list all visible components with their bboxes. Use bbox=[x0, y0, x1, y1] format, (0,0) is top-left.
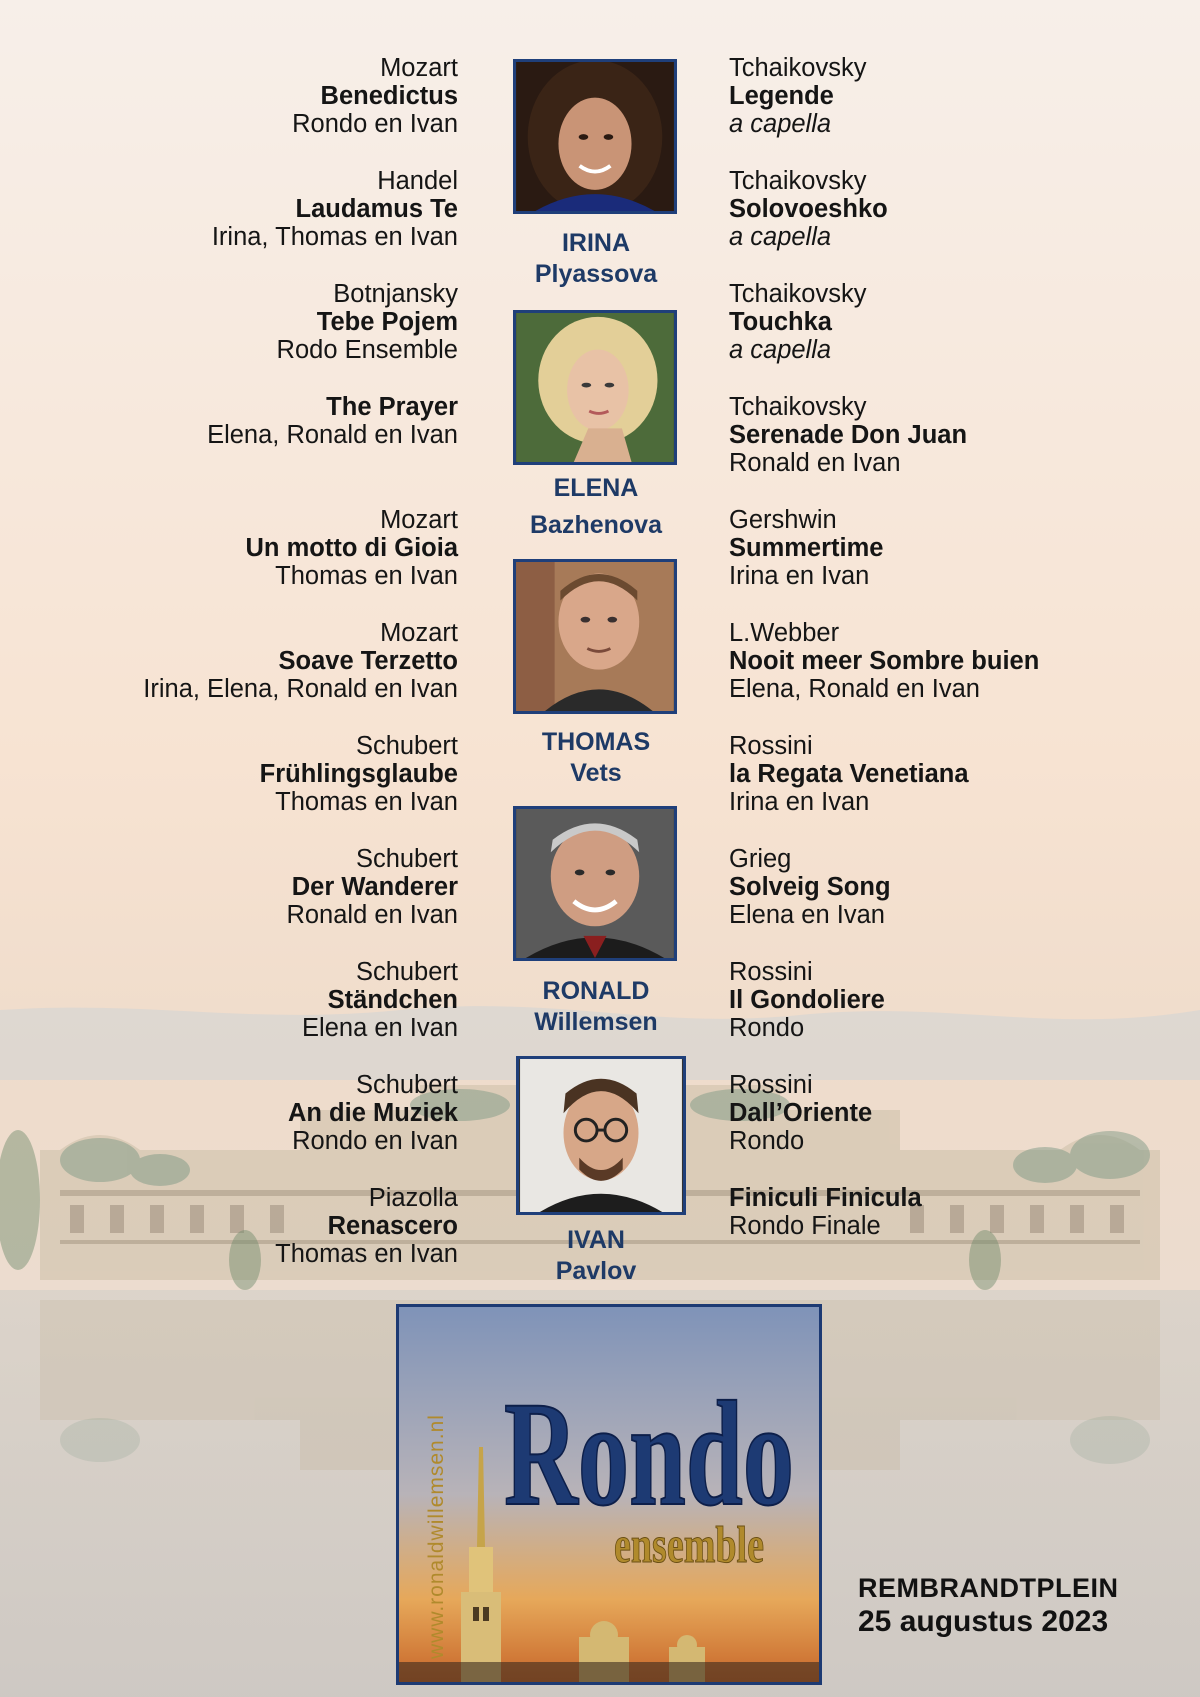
composer-name: Schubert bbox=[355, 845, 458, 873]
piece-title: Un motto di Gioia bbox=[245, 534, 458, 562]
program-entry bbox=[729, 958, 1169, 1071]
program-entry bbox=[18, 732, 458, 845]
program-entry bbox=[729, 54, 1169, 167]
program-entry bbox=[18, 54, 458, 167]
piece-title: Tebe Pojem bbox=[316, 308, 458, 336]
performers: Elena en Ivan bbox=[302, 1014, 458, 1042]
piece-title: Soave Terzetto bbox=[278, 647, 458, 675]
performers: Elena, Ronald en Ivan bbox=[207, 421, 458, 449]
program-entry bbox=[18, 506, 458, 619]
performers: a capella bbox=[729, 223, 832, 251]
performers: Rondo Finale bbox=[729, 1212, 881, 1240]
performers: Rodo Ensemble bbox=[276, 336, 458, 364]
performers: a capella bbox=[729, 336, 832, 364]
performers: a capella bbox=[729, 110, 832, 138]
performers: Irina, Thomas en Ivan bbox=[211, 223, 458, 251]
performers: Irina en Ivan bbox=[729, 562, 870, 590]
portrait-thomas bbox=[513, 559, 677, 714]
piece-title: Touchka bbox=[729, 308, 832, 336]
piece-title: Il Gondoliere bbox=[729, 986, 885, 1014]
singer-last-name: Willemsen bbox=[534, 1008, 658, 1036]
composer-name: Rossini bbox=[729, 732, 813, 760]
composer-name: Tchaikovsky bbox=[729, 393, 867, 421]
program-entry bbox=[18, 280, 458, 393]
performers: Elena en Ivan bbox=[729, 901, 885, 929]
portrait-ivan bbox=[516, 1056, 686, 1215]
piece-title: Der Wanderer bbox=[291, 873, 458, 901]
composer-name: Piazolla bbox=[368, 1184, 458, 1212]
program-entry bbox=[18, 845, 458, 958]
performers: Thomas en Ivan bbox=[275, 788, 458, 816]
performers: Rondo en Ivan bbox=[292, 110, 458, 138]
performers: Ronald en Ivan bbox=[286, 901, 458, 929]
performers: Elena, Ronald en Ivan bbox=[729, 675, 980, 703]
logo-website-text: www.ronaldwillemsen.nl bbox=[425, 1414, 448, 1659]
logo-subtitle-text: ensemble bbox=[614, 1517, 764, 1574]
piece-title: Legende bbox=[729, 82, 834, 110]
program-entry bbox=[18, 1184, 458, 1297]
program-entry bbox=[729, 619, 1169, 732]
program-entry bbox=[729, 845, 1169, 958]
composer-name: Grieg bbox=[729, 845, 792, 873]
piece-title: Benedictus bbox=[320, 82, 458, 110]
singer-first-name: IRINA bbox=[561, 229, 631, 257]
piece-title: Summertime bbox=[729, 534, 884, 562]
program-entry bbox=[18, 958, 458, 1071]
piece-title: Solovoeshko bbox=[729, 195, 888, 223]
composer-name: Tchaikovsky bbox=[729, 167, 867, 195]
composer-name: L.Webber bbox=[729, 619, 840, 647]
singer-last-name: Plyassova bbox=[534, 260, 658, 288]
piece-title: la Regata Venetiana bbox=[729, 760, 969, 788]
program-entry bbox=[729, 167, 1169, 280]
program-entry bbox=[729, 1184, 1169, 1297]
piece-title: Finiculi Finicula bbox=[729, 1184, 922, 1212]
composer-name: Schubert bbox=[355, 958, 458, 986]
composer-name: Gershwin bbox=[729, 506, 837, 534]
singer-first-name: RONALD bbox=[542, 977, 650, 1005]
program-entry bbox=[18, 619, 458, 732]
singer-first-name: THOMAS bbox=[541, 728, 651, 756]
singer-last-name: Bazhenova bbox=[530, 511, 662, 539]
program-entry bbox=[729, 1071, 1169, 1184]
piece-title: The Prayer bbox=[326, 393, 458, 421]
piece-title: Frühlingsglaube bbox=[259, 760, 458, 788]
singer-first-name: ELENA bbox=[553, 474, 639, 502]
performers: Rondo bbox=[729, 1014, 805, 1042]
program-entry bbox=[729, 393, 1169, 506]
singer-name-thomas bbox=[486, 727, 706, 789]
performers: Thomas en Ivan bbox=[275, 1240, 458, 1268]
composer-name: Schubert bbox=[355, 1071, 458, 1099]
program-entry bbox=[18, 393, 458, 506]
piece-title: Laudamus Te bbox=[295, 195, 458, 223]
performers: Rondo bbox=[729, 1127, 805, 1155]
singer-last-name: Pavlov bbox=[555, 1257, 637, 1285]
piece-title: An die Muziek bbox=[287, 1099, 458, 1127]
program-entry bbox=[729, 506, 1169, 619]
composer-name: Tchaikovsky bbox=[729, 54, 867, 82]
rondo-ensemble-logo bbox=[396, 1304, 822, 1685]
program-entry bbox=[18, 1071, 458, 1184]
composer-name: Mozart bbox=[380, 506, 458, 534]
composer-name: Mozart bbox=[380, 619, 458, 647]
singer-name-ronald bbox=[486, 976, 706, 1038]
program-entry bbox=[729, 732, 1169, 845]
performers: Thomas en Ivan bbox=[275, 562, 458, 590]
performers: Irina en Ivan bbox=[729, 788, 870, 816]
program-entry bbox=[729, 280, 1169, 393]
piece-title: Ständchen bbox=[327, 986, 458, 1014]
composer-name: Botnjansky bbox=[333, 280, 458, 308]
piece-title: Renascero bbox=[327, 1212, 458, 1240]
piece-title: Serenade Don Juan bbox=[729, 421, 968, 449]
singer-last-name: Vets bbox=[570, 759, 622, 787]
singer-name-elena bbox=[486, 473, 706, 541]
piece-title: Dall’Oriente bbox=[729, 1099, 873, 1127]
left-program-column bbox=[18, 54, 458, 1297]
piece-title: Solveig Song bbox=[729, 873, 891, 901]
venue-block bbox=[858, 1572, 1119, 1640]
singer-name-irina bbox=[486, 228, 706, 290]
venue-place: REMBRANDTPLEIN bbox=[858, 1573, 1119, 1603]
logo-title-text: Rondo bbox=[504, 1371, 794, 1537]
performers: Rondo en Ivan bbox=[292, 1127, 458, 1155]
portrait-irina bbox=[513, 59, 677, 214]
concert-date: 25 augustus 2023 bbox=[858, 1605, 1109, 1638]
right-program-column bbox=[729, 54, 1169, 1297]
singer-name-ivan bbox=[486, 1225, 706, 1287]
composer-name: Handel bbox=[377, 167, 458, 195]
composer-name: Mozart bbox=[380, 54, 458, 82]
performers: Irina, Elena, Ronald en Ivan bbox=[143, 675, 458, 703]
composer-name: Rossini bbox=[729, 958, 813, 986]
composer-name: Tchaikovsky bbox=[729, 280, 867, 308]
portrait-ronald bbox=[513, 806, 677, 961]
program-entry bbox=[18, 167, 458, 280]
singer-first-name: IVAN bbox=[567, 1226, 625, 1254]
composer-name: Rossini bbox=[729, 1071, 813, 1099]
piece-title: Nooit meer Sombre buien bbox=[729, 647, 1040, 675]
performers: Ronald en Ivan bbox=[729, 449, 901, 477]
portrait-elena bbox=[513, 310, 677, 465]
composer-name: Schubert bbox=[355, 732, 458, 760]
